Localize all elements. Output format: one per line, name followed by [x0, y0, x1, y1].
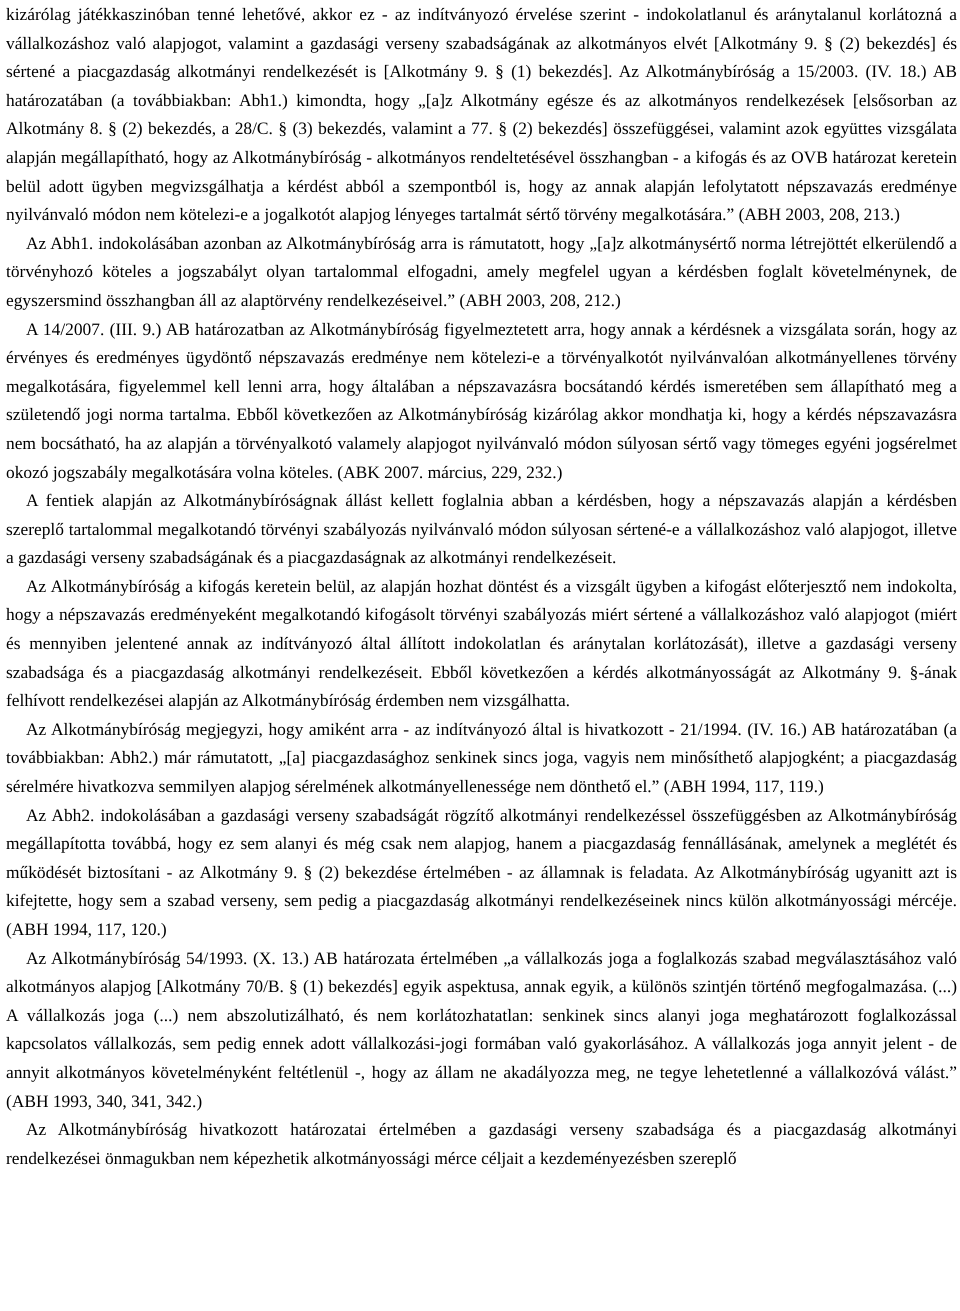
paragraph-5: Az Alkotmánybíróság a kifogás keretein belül, az alapján hozhat döntést és a vizsgált ügyben a kifogást előterjesztő nem indokolta, hogy a népszavazás eredményeként megalkotandó kifogásolt törvényi szabályozás miért sértené a vállalkozáshoz való alapjogot (miért és mennyiben jelentené annak az indítványozó által állított indokolatlan és aránytalan korlátozását), illetve a gazdasági verseny szabadsága és a piacgazdaság alkotmányi rendelkezéseit. Ebből következően a kérdés alkotmányosságát az Alkotmány 9. §-ának felhívott rendelkezései alapján az Alkotmánybíróság érdemben nem vizsgálhatta.	[6, 575, 957, 711]
paragraph-7: Az Abh2. indokolásában a gazdasági verseny szabadságát rögzítő alkotmányi rendelkezéssel összefüggésben az Alkotmánybíróság megállapította továbbá, hogy ez sem alanyi és még csak nem alapjog, hanem a piacgazdaság fennállásának, amelynek a meglétét és működését biztosítani - az Alkotmány 9. § (2) bekezdése értelmében - az államnak is feladata. Az Alkotmánybíróság ugyanitt azt is kifejtette, hogy sem a szabad verseny, sem pedig a piacgazdaság alkotmányi rendelkezéseinek nincs külön alkotmányossági mércéje. (ABH 1994, 117, 120.)	[6, 804, 957, 939]
paragraph-9: Az Alkotmánybíróság hivatkozott határozatai értelmében a gazdasági verseny szabadsága és a piacgazdaság alkotmányi rendelkezései önmagukban nem képezhetik alkotmányossági mérce céljait a kezdeményezésben szereplő	[6, 1119, 957, 1168]
paragraph-2: Az Abh1. indokolásában azonban az Alkotmánybíróság arra is rámutatott, hogy „[a]z alkotmánysértő norma létrejöttét elkerülendő a törvényhozó köteles a jogszabályt olyan tartalommal elfogadni, amely megfelel ugyan a kérdésben foglalt követelménynek, de egyszersmind összhangban áll az alaptörvény rendelkezéseivel.” (ABH 2003, 208, 212.)	[6, 232, 957, 310]
paragraph-8: Az Alkotmánybíróság 54/1993. (X. 13.) AB határozata értelmében „a vállalkozás joga a foglalkozás szabad megválasztásához való alkotmányos alapjog [Alkotmány 70/B. § (1) bekezdés] egyik aspektusa, annak egyik, a különös szintjén történő megfogalmazása. (...) A vállalkozás joga (...) nem abszolutizálható, és nem korlátozhatatlan: senkinek sincs alanyi joga meghatározott foglalkozással kapcsolatos vállalkozás, sem pedig ennek adott vállalkozási-jogi formában való gyakorlásához. A vállalkozás joga annyit jelent - de annyit alkotmányos követelményként feltétlenül -, hogy az állam ne akadályozza meg, ne tegye lehetetlenné a vállalkozóvá válást.” (ABH 1993, 340, 341, 342.)	[6, 947, 957, 1111]
paragraph-1: kizárólag játékkaszinóban tenné lehetővé, akkor ez - az indítványozó érvelése szerint - indokolatlanul és aránytalanul korlátozná a vállalkozáshoz való alapjogot, valamint a gazdasági verseny szabadságának az alkotmányos elvét [Alkotmány 9. § (2) bekezdés] és sértené a piacgazdaság alkotmányi rendelkezését is [Alkotmány 9. § (1) bekezdés]. Az Alkotmánybíróság a 15/2003. (IV. 18.) AB határozatában (a továbbiakban: Abh1.) kimondta, hogy „[a]z Alkotmány egésze és az alkotmányos rendelkezések [elsősorban az Alkotmány 8. § (2) bekezdés, a 28/C. § (3) bekezdés, valamint a 77. § (2) bekezdés] összefüggései, valamint azok együttes vizsgálata alapján megállapítható, hogy az Alkotmánybíróság - alkotmányos rendeltetésével összhangban - a kifogás és az OVB határozat keretein belül adott ügyben megvizsgálhatja a kérdést abból a szempontból is, hogy az annak alapján lefolytatott népszavazás eredménye nyilvánvaló módon nem kötelezi-e a jogalkotót alapjog lényeges tartalmát sértő törvény megalkotására.” (ABH 2003, 208, 213.)	[6, 4, 957, 225]
paragraph-4: A fentiek alapján az Alkotmánybíróságnak állást kellett foglalnia abban a kérdésben, hogy a népszavazás alapján a kérdésben szereplő tartalommal megalkotandó törvényi szabályozás nyilvánvaló módon súlyosan sértené-e a vállalkozáshoz való alapjogot, illetve a gazdasági verseny szabadságának és a piacgazdaságnak az alkotmányi rendelkezéseit.	[6, 490, 957, 568]
paragraph-6: Az Alkotmánybíróság megjegyzi, hogy amiként arra - az indítványozó által is hivatkozott - 21/1994. (IV. 16.) AB határozatában (a továbbiakban: Abh2.) már rámutatott, „[a] piacgazdasághoz senkinek sincs joga, vagyis nem minősíthető alapjogként; a piacgazdaság sérelmére hivatkozva semmilyen alapjog sérelmének alkotmányellenessége nem dönthető el.” (ABH 1994, 117, 119.)	[6, 718, 957, 797]
paragraph-3: A 14/2007. (III. 9.) AB határozatban az Alkotmánybíróság figyelmeztetett arra, hogy annak a kérdésnek a vizsgálata során, hogy az érvényes és eredményes ügydöntő népszavazás eredménye nem kötelezi-e a törvényalkotót nyilvánvalóan alkotmányellenes törvény megalkotására, figyelemmel kell lenni arra, hogy általában a népszavazásra bocsátandó kérdés ismeretében sem állapítható meg a születendő jogi norma tartalma. Ebből következően az Alkotmánybíróság kizárólag akkor mondhatja ki, hogy a kérdés népszavazásra nem bocsátható, ha az alapján a törvényalkotó valamely alapjogot nyilvánvaló módon súlyosan sértő vagy tömeges egyéni jogsérelmet okozó jogszabály megalkotására volna köteles. (ABK 2007. március, 229, 232.)	[6, 318, 957, 482]
